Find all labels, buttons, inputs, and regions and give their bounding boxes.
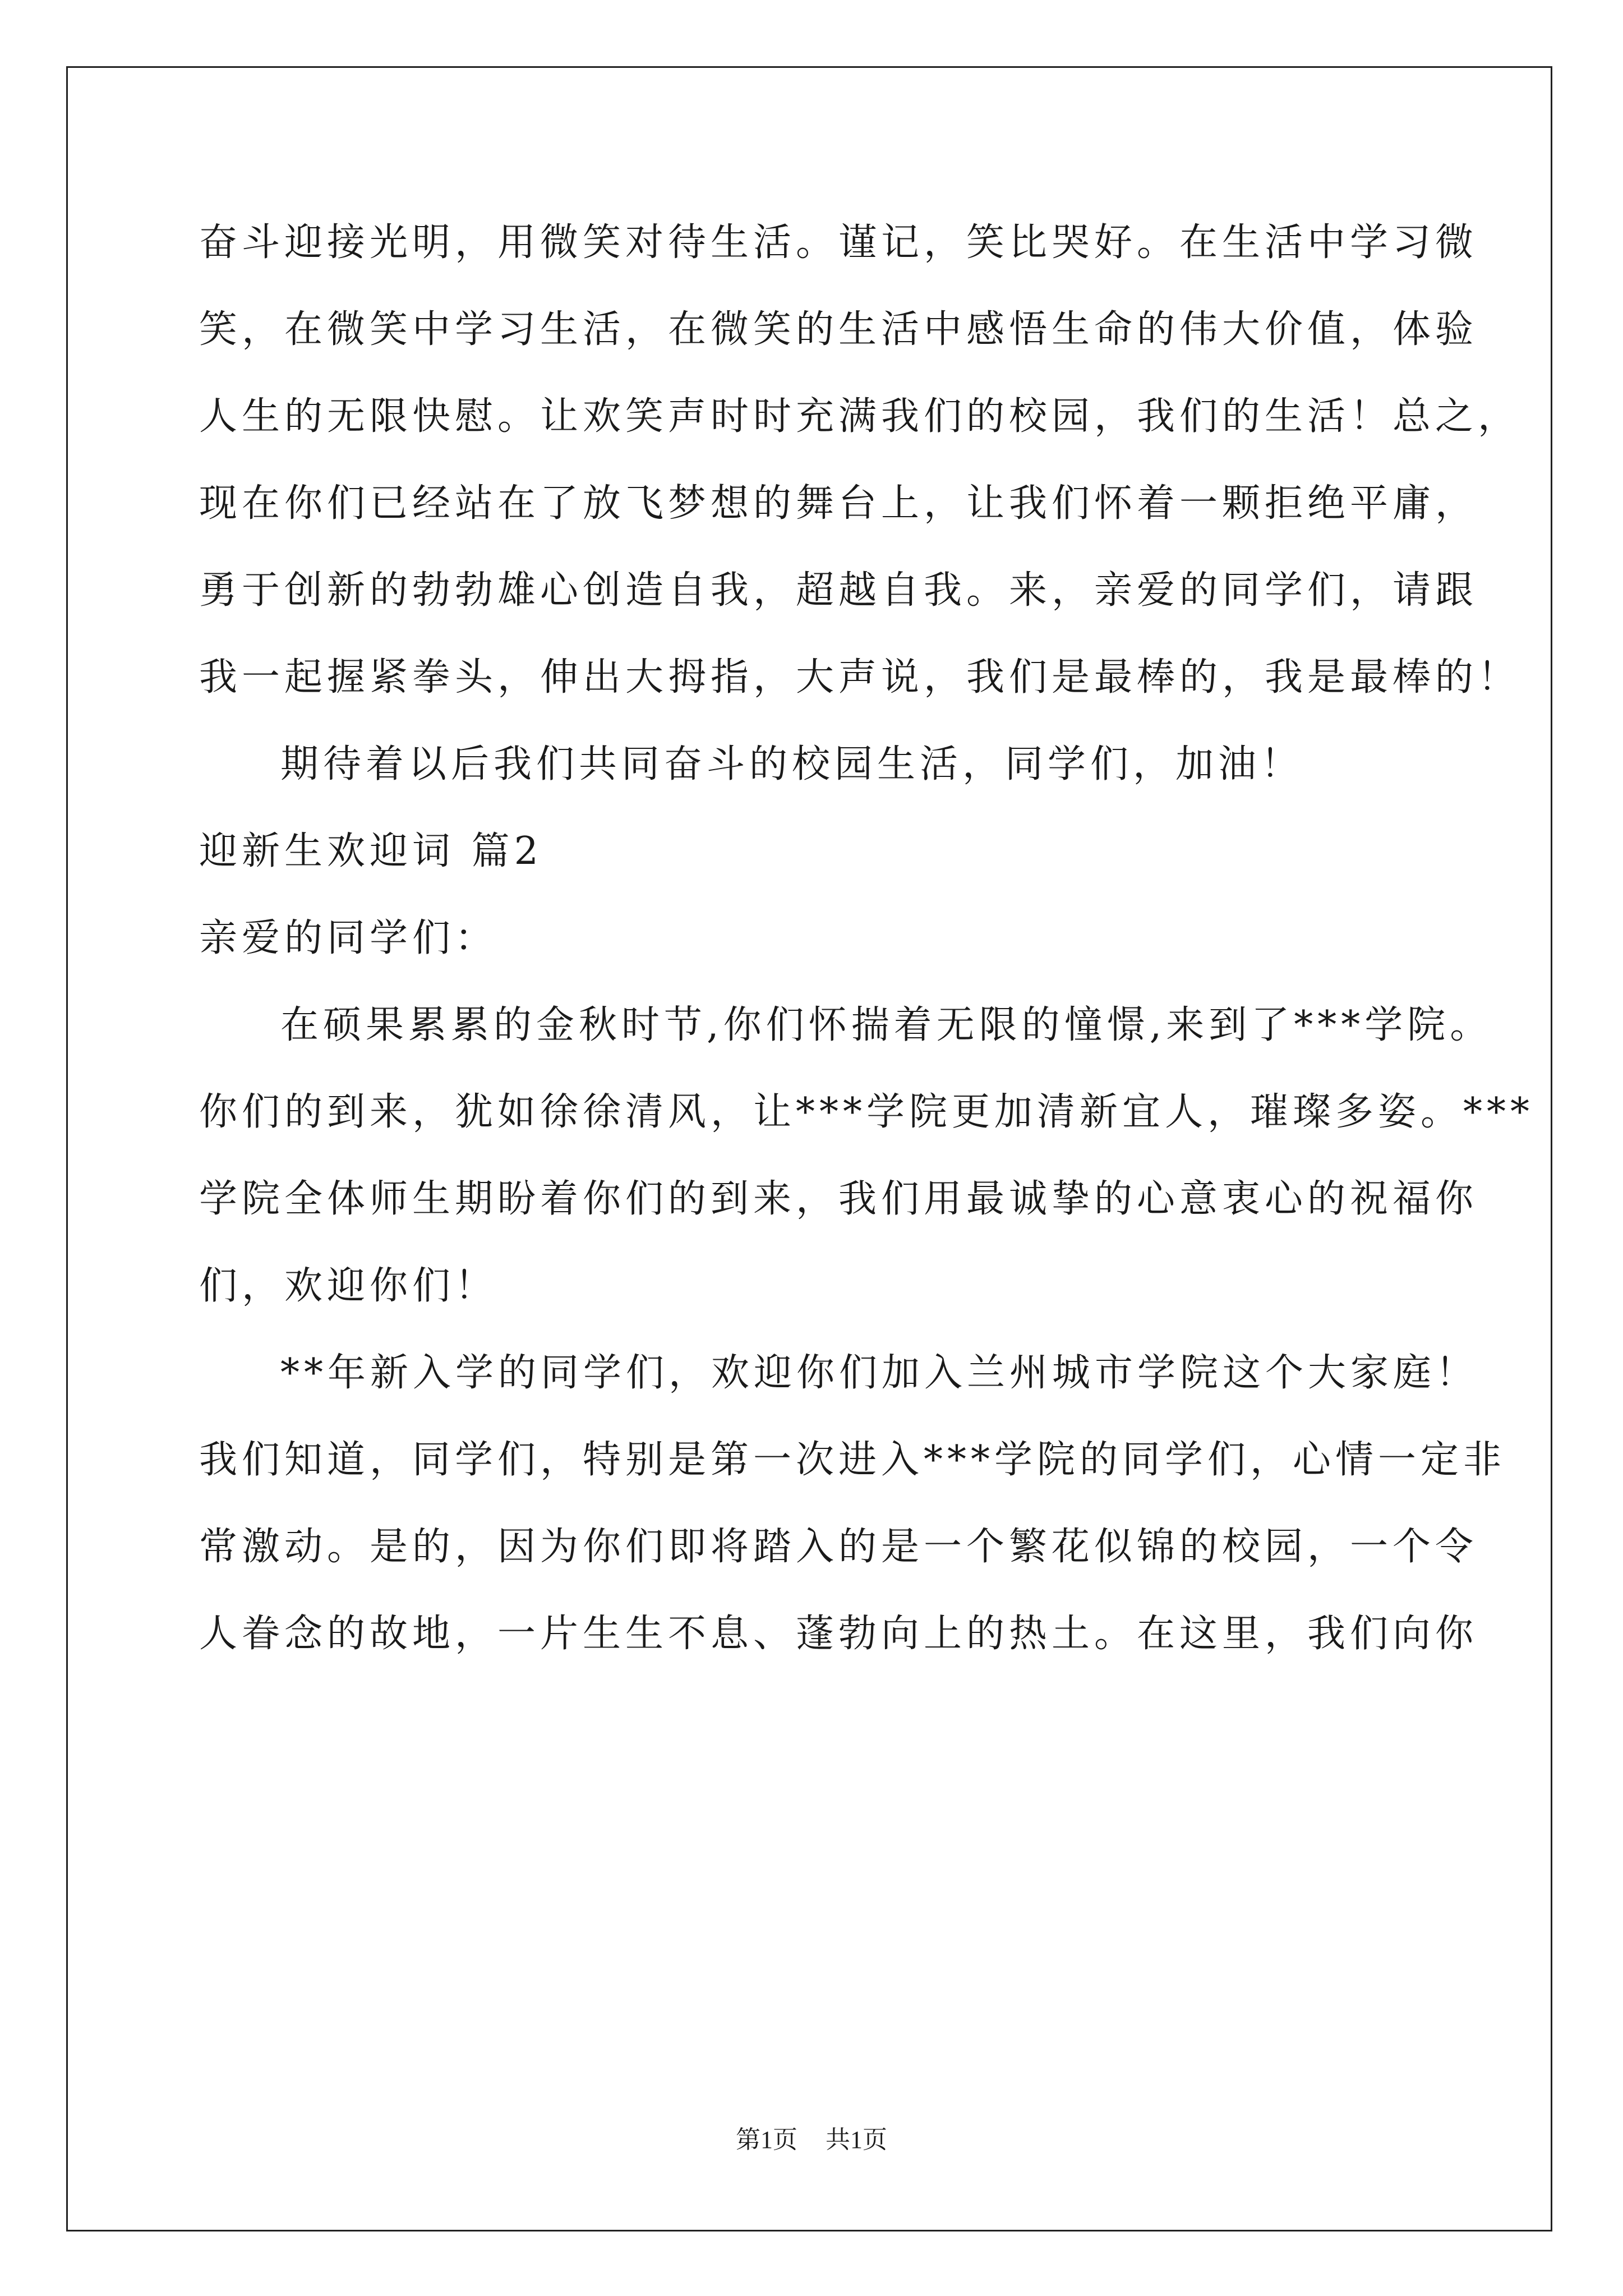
- page-number: 第1页: [736, 2126, 797, 2154]
- paragraph-line: 勇于创新的勃勃雄心创造自我，超越自我。来，亲爱的同学们，请跟: [199, 568, 1478, 613]
- paragraph-line: 在硕果累累的金秋时节,你们怀揣着无限的憧憬,来到了***学院。: [280, 1003, 1493, 1047]
- page-footer: [0, 2124, 1623, 2156]
- paragraph-line: 常激动。是的，因为你们即将踏入的是一个繁花似锦的校园，一个令: [199, 1525, 1478, 1569]
- salutation: 亲爱的同学们：: [199, 916, 498, 960]
- paragraph-line: 们，欢迎你们！: [199, 1264, 498, 1308]
- paragraph-line: 人生的无限快慰。让欢笑声时时充满我们的校园，我们的生活！总之，: [199, 394, 1521, 439]
- paragraph-line: 你们的到来，犹如徐徐清风，让***学院更加清新宜人，璀璨多姿。***: [199, 1090, 1534, 1134]
- paragraph-line: 人眷念的故地，一片生生不息、蓬勃向上的热土。在这里，我们向你: [199, 1612, 1478, 1656]
- page-total: 共1页: [826, 2126, 887, 2154]
- page-border: [66, 66, 1552, 2231]
- paragraph-line: 奋斗迎接光明，用微笑对待生活。谨记，笑比哭好。在生活中学习微: [199, 220, 1478, 265]
- paragraph-line: 现在你们已经站在了放飞梦想的舞台上，让我们怀着一颗拒绝平庸，: [199, 481, 1478, 526]
- section-heading: 迎新生欢迎词 篇2: [199, 829, 543, 873]
- paragraph-line: 笑，在微笑中学习生活，在微笑的生活中感悟生命的伟大价值，体验: [199, 307, 1478, 352]
- paragraph-line: 我一起握紧拳头，伸出大拇指，大声说，我们是最棒的，我是最棒的！: [199, 655, 1521, 700]
- paragraph-line: **年新入学的同学们，欢迎你们加入兰州城市学院这个大家庭！: [280, 1351, 1479, 1395]
- paragraph-line: 我们知道，同学们，特别是第一次进入***学院的同学们，心情一定非: [199, 1438, 1506, 1482]
- paragraph-line: 学院全体师生期盼着你们的到来，我们用最诚挚的心意衷心的祝福你: [199, 1177, 1478, 1221]
- paragraph-line: 期待着以后我们共同奋斗的校园生活，同学们，加油！: [280, 742, 1304, 786]
